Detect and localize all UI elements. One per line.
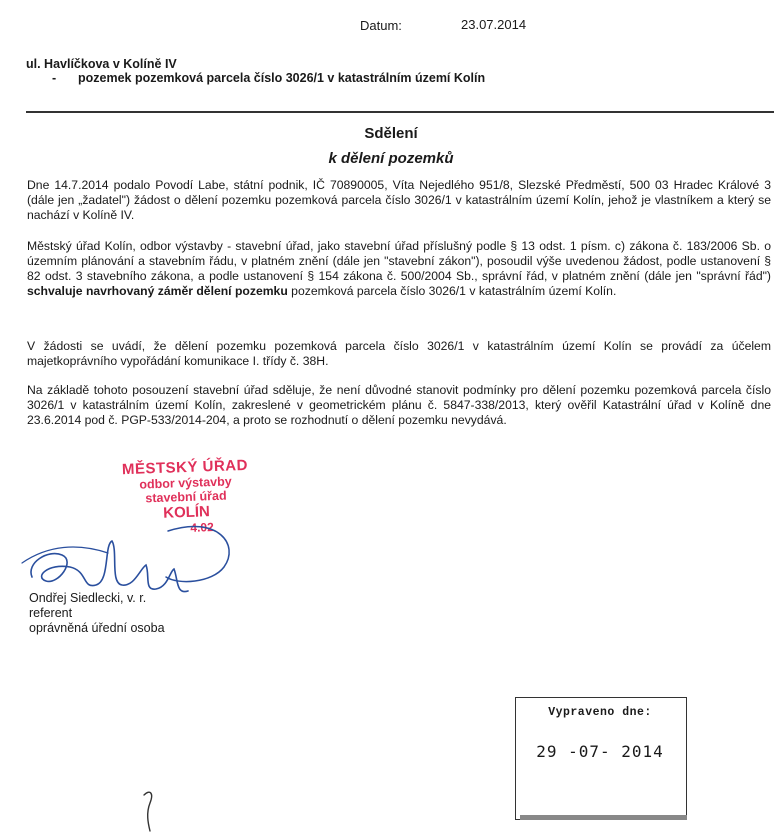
subject-parcel-text: pozemek pozemková parcela číslo 3026/1 v katastrálním území Kolín	[78, 71, 486, 85]
subject-dash: -	[52, 71, 57, 85]
pen-mark	[136, 785, 166, 835]
date-label: Datum:	[360, 18, 402, 33]
subject-street: ul. Havlíčkova v Kolíně IV	[26, 57, 177, 71]
stamp-line-number: 4.02	[190, 520, 214, 535]
document-heading: Sdělení	[364, 125, 418, 142]
subject-parcel	[52, 71, 485, 85]
stamp-line-department: odbor výstavby	[139, 474, 232, 492]
paragraph-purpose: V žádosti se uvádí, že dělení pozemku pozemková parcela číslo 3026/1 v katastrálním území Kolín se provádí za účelem majetkoprávního vypořádání komunikace I. třídy č. 38H.	[27, 339, 771, 368]
paragraph-request: Dne 14.7.2014 podalo Povodí Labe, státní podnik, IČ 70890005, Víta Nejedlého 951/8, Slezské Předměstí, 500 03 Hradec Králové 3 (dále jen „žadatel") žádost o dělení pozemku pozemková parcela číslo 3026/1 v katastrálním území Kolín, jehož je vlastníkem a který se nachází v Kolíně IV.	[27, 178, 771, 222]
dispatch-stamp-shadow	[520, 815, 687, 820]
paragraph-conclusion: Na základě tohoto posouzení stavební úřad sděluje, že není důvodné stanovit podmínky pro dělení pozemku pozemková parcela číslo 3026/1 v katastrálním území Kolín, zakreslené v geometrickém plánu č. 5847-338/2013, který ověřil Katastrální úřad v Kolíně dne 23.6.2014 pod č. PGP-533/2014-204, a proto se rozhodnutí o dělení pozemku nevydává.	[27, 383, 771, 427]
signer-role: referent	[29, 606, 73, 620]
signer-authority: oprávněná úřední osoba	[29, 621, 165, 635]
dispatch-stamp-title: Vypraveno dne:	[548, 706, 652, 719]
handwritten-signature	[18, 505, 248, 605]
stamp-line-unit: stavební úřad	[145, 488, 227, 506]
signer-name: Ondřej Siedlecki, v. r.	[29, 591, 147, 605]
document-subheading: k dělení pozemků	[328, 150, 454, 167]
stamp-line-city: KOLÍN	[162, 503, 211, 522]
date-value: 23.07.2014	[461, 17, 527, 32]
paragraph-decision	[27, 239, 771, 299]
signer-block	[29, 591, 165, 636]
stamp-line-office: MĚSTSKÝ ÚŘAD	[121, 456, 249, 479]
paragraph-decision-text-a: Městský úřad Kolín, odbor výstavby - stavební úřad, jako stavební úřad příslušný podle § 13 odst. 1 písm. c) zákona č. 183/2006 Sb. o územním plánování a stavebním řádu, v platném znění (dále jen "stavební zákon"), posoudil výše uvedenou žádost, podle ustanovení § 82 odst. 3 stavebního zákona, a podle ustanovení § 154 zákona č. 500/2004 Sb., správní řád, v platném znění (dále jen "správní řád")	[27, 239, 771, 283]
divider-rule	[26, 111, 774, 113]
dispatch-stamp-date: 29 -07- 2014	[536, 742, 664, 761]
paragraph-decision-bold: schvaluje navrhovaný záměr dělení pozemku	[27, 284, 288, 298]
paragraph-decision-text-b: pozemková parcela číslo 3026/1 v katastrálním území Kolín.	[287, 284, 617, 298]
